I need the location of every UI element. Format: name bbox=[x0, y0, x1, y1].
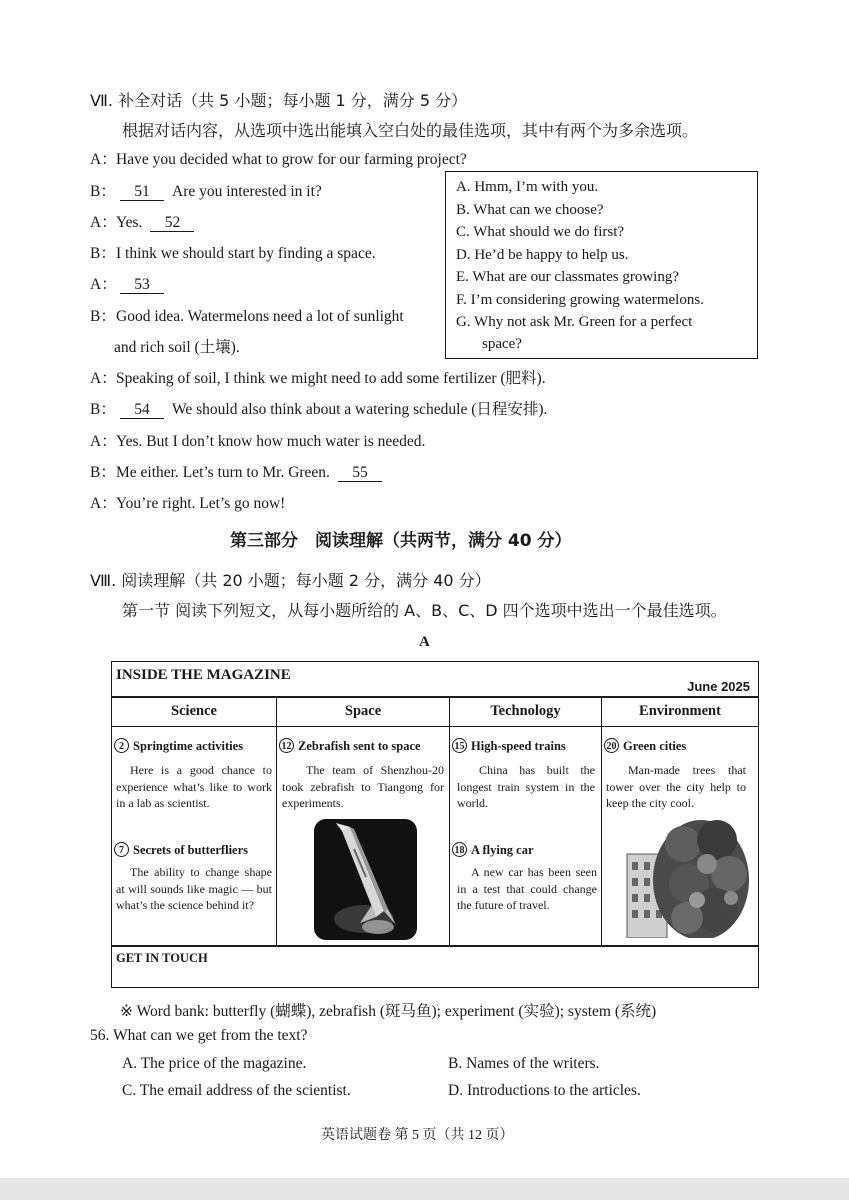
divider bbox=[449, 696, 450, 945]
divider bbox=[112, 696, 758, 698]
article-text: The team of Shenzhou-20 took zebrafish to Tiangong for experiments. bbox=[282, 763, 444, 810]
option-item: space? bbox=[482, 336, 522, 352]
article-title: 18 A flying car bbox=[452, 842, 534, 858]
question-56-option-a: A. The price of the magazine. bbox=[122, 1055, 307, 1072]
column-environment: Environment bbox=[639, 703, 721, 719]
page-footer: 英语试题卷 第 5 页（共 12 页） bbox=[321, 1128, 514, 1143]
divider bbox=[276, 696, 277, 945]
divider bbox=[112, 945, 758, 947]
column-technology: Technology bbox=[490, 703, 561, 719]
speaker: B： bbox=[90, 183, 116, 200]
question-56-option-c: C. The email address of the scientist. bbox=[122, 1082, 351, 1099]
option-item: G. Why not ask Mr. Green for a perfect bbox=[456, 314, 693, 330]
section-7-instruction: 根据对话内容，从选项中选出能填入空白处的最佳选项，其中有两个为多余选项。 bbox=[122, 121, 699, 140]
magazine-title: INSIDE THE MAGAZINE bbox=[116, 667, 291, 683]
dialogue-line bbox=[90, 335, 240, 357]
speaker: B： bbox=[90, 308, 116, 325]
options-box bbox=[445, 171, 758, 359]
speaker: A： bbox=[90, 433, 117, 450]
column-space: Space bbox=[344, 703, 382, 719]
speaker: A： bbox=[90, 276, 117, 293]
option-item: D. He’d be happy to help us. bbox=[456, 247, 629, 263]
scan-edge bbox=[0, 1178, 849, 1200]
article-number: 20 bbox=[604, 738, 619, 753]
green-city-image bbox=[617, 814, 749, 938]
part-3-title: 第三部分 阅读理解（共两节，满分 40 分） bbox=[230, 531, 572, 551]
speaker: B： bbox=[90, 401, 116, 418]
question-56-option-b: B. Names of the writers. bbox=[448, 1055, 600, 1072]
dialogue-line bbox=[90, 429, 425, 451]
article-number: 2 bbox=[114, 738, 129, 753]
divider bbox=[601, 696, 602, 945]
dialogue-text: Speaking of soil, I think we might need to add some fertilizer (肥料). bbox=[116, 370, 546, 387]
question-56-option-d: D. Introductions to the articles. bbox=[448, 1082, 641, 1099]
article-title: 20 Green cities bbox=[604, 738, 686, 754]
dialogue-line bbox=[90, 304, 404, 326]
article-text: Here is a good chance to experience what’s like to work in a lab as scientist. bbox=[116, 763, 272, 810]
option-item: E. What are our classmates growing? bbox=[456, 269, 679, 285]
dialogue-text: Are you interested in it? bbox=[172, 183, 322, 200]
dialogue-text: Have you decided what to grow for our farming project? bbox=[116, 151, 467, 168]
dialogue-text: and rich soil (土壤). bbox=[114, 339, 240, 356]
option-item: A. Hmm, I’m with you. bbox=[456, 179, 599, 195]
article-text: A new car has been seen in a test that could change the future of travel. bbox=[457, 865, 597, 912]
dialogue-line bbox=[90, 272, 168, 294]
option-item: C. What should we do first? bbox=[456, 224, 625, 240]
section-8-heading: Ⅷ. 阅读理解（共 20 小题；每小题 2 分，满分 40 分） bbox=[90, 571, 491, 590]
speaker: B： bbox=[90, 245, 116, 262]
section-7-heading: Ⅶ. 补全对话（共 5 小题；每小题 1 分，满分 5 分） bbox=[90, 91, 468, 110]
dialogue-line bbox=[90, 241, 376, 263]
answer-blank[interactable]: 55 bbox=[338, 465, 382, 482]
article-title: 15 High-speed trains bbox=[452, 738, 566, 754]
article-number: 18 bbox=[452, 842, 467, 857]
dialogue-text: We should also think about a watering schedule (日程安排). bbox=[172, 401, 548, 418]
magazine-date: June 2025 bbox=[687, 679, 750, 694]
answer-blank[interactable]: 52 bbox=[150, 215, 194, 232]
dialogue-text: Yes. But I don’t know how much water is needed. bbox=[116, 433, 426, 450]
section-8-instruction: 第一节 阅读下列短文，从每小题所给的 A、B、C、D 四个选项中选出一个最佳选项。 bbox=[122, 601, 727, 620]
article-number: 7 bbox=[114, 842, 129, 857]
column-science: Science bbox=[171, 703, 217, 719]
rocket-image bbox=[314, 819, 417, 940]
get-in-touch: GET IN TOUCH bbox=[116, 951, 208, 965]
article-title: 2 Springtime activities bbox=[114, 738, 243, 754]
dialogue-text: You’re right. Let’s go now! bbox=[116, 495, 286, 512]
article-text: The ability to change shape at will sounds like magic — but what’s the science behind it? bbox=[116, 865, 272, 912]
article-text: China has built the longest train system in the world. bbox=[457, 763, 595, 810]
dialogue-text: Good idea. Watermelons need a lot of sunlight bbox=[116, 308, 404, 325]
dialogue-line bbox=[90, 210, 198, 232]
article-title: 12 Zebrafish sent to space bbox=[279, 738, 421, 754]
answer-blank[interactable]: 54 bbox=[120, 402, 164, 419]
article-number: 12 bbox=[279, 738, 294, 753]
article-number: 15 bbox=[452, 738, 467, 753]
passage-label: A bbox=[419, 634, 430, 650]
speaker: A： bbox=[90, 151, 117, 168]
option-item: F. I’m considering growing watermelons. bbox=[456, 292, 704, 308]
speaker: A： bbox=[90, 495, 117, 512]
dialogue-line bbox=[90, 397, 547, 419]
divider bbox=[112, 726, 758, 727]
dialogue-text: I think we should start by finding a space. bbox=[116, 245, 376, 262]
dialogue-line bbox=[90, 179, 322, 201]
article-text: Man-made trees that tower over the city help to keep the city cool. bbox=[606, 763, 746, 810]
speaker: A： bbox=[90, 214, 117, 231]
speaker: A： bbox=[90, 370, 117, 387]
dialogue-line bbox=[90, 366, 546, 388]
dialogue-line bbox=[90, 491, 285, 513]
dialogue-line bbox=[90, 460, 386, 482]
answer-blank[interactable]: 51 bbox=[120, 184, 164, 201]
speaker: B： bbox=[90, 464, 116, 481]
option-item: B. What can we choose? bbox=[456, 202, 604, 218]
dialogue-line bbox=[90, 147, 467, 169]
article-title: 7 Secrets of butterfliers bbox=[114, 842, 248, 858]
magazine-contents bbox=[111, 661, 759, 988]
answer-blank[interactable]: 53 bbox=[120, 277, 164, 294]
dialogue-text: Yes. bbox=[116, 214, 143, 231]
dialogue-text: Me either. Let’s turn to Mr. Green. bbox=[116, 464, 330, 481]
word-bank: ※ Word bank: butterfly (蝴蝶), zebrafish (斑马鱼); experiment (实验); system (系统) bbox=[120, 1003, 657, 1020]
question-56-stem: 56. What can we get from the text? bbox=[90, 1027, 308, 1044]
